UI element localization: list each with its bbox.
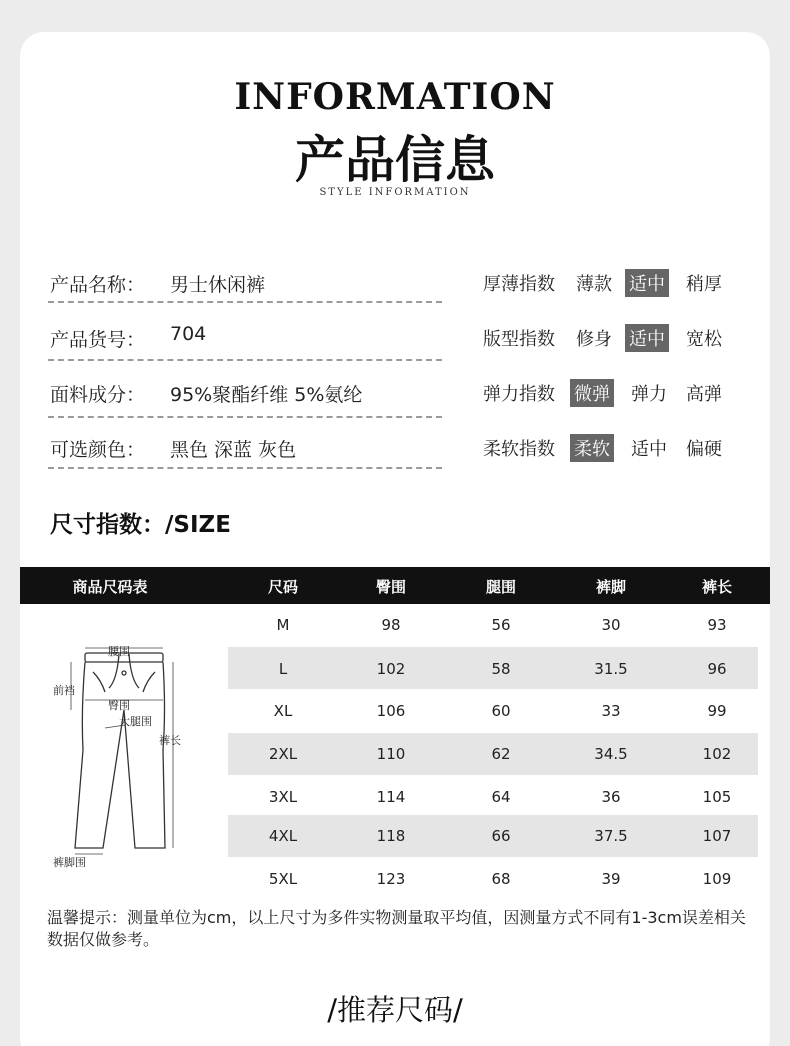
table-cell: 107 [702, 827, 732, 845]
thickness-index-label: 厚薄指数 [483, 274, 555, 295]
fit-index-label: 版型指数 [483, 329, 555, 350]
table-header-hip: 臀围 [375, 578, 406, 596]
table-cell: 99 [707, 702, 727, 720]
fit-option-selected: 适中 [625, 324, 669, 352]
table-cell: 96 [707, 660, 727, 678]
table-cell: 37.5 [594, 827, 628, 845]
elasticity-option: 高弹 [686, 384, 722, 405]
color-label: 可选颜色： [50, 439, 146, 461]
fit-option: 宽松 [686, 329, 722, 350]
measurement-note: 温馨提示：测量单位为cm，以上尺寸为多件实物测量取平均值，因测量方式不同有1-3cm误差相关数据仅做参考。 [47, 908, 746, 949]
table-cell: 68 [491, 870, 511, 888]
table-cell: 66 [491, 827, 511, 845]
thickness-option-selected: 适中 [625, 269, 669, 297]
product-code-label: 产品货号： [50, 329, 146, 351]
elasticity-index-label: 弹力指数 [483, 384, 555, 405]
thickness-option: 稍厚 [686, 274, 722, 295]
diagram-label-waist: 腰围 [108, 645, 130, 658]
diagram-label-front-rise: 前裆 [53, 684, 75, 697]
subtitle: STYLE INFORMATION [319, 187, 471, 198]
table-cell: 106 [376, 702, 406, 720]
diagram-label-length: 裤长 [159, 734, 181, 747]
table-cell: 33 [601, 702, 621, 720]
table-header-chart: 商品尺码表 [72, 578, 148, 596]
color-value: 黑色 深蓝 灰色 [170, 439, 297, 461]
fabric-value: 95%聚酯纤维 5%氨纶 [170, 384, 363, 406]
table-cell: 110 [376, 745, 406, 763]
table-cell-size: 4XL [268, 827, 298, 845]
table-header-thigh: 腿围 [485, 578, 516, 596]
softness-index-label: 柔软指数 [483, 439, 555, 460]
table-cell: 39 [601, 870, 621, 888]
table-cell: 64 [491, 788, 511, 806]
softness-option-selected: 柔软 [570, 434, 614, 462]
table-cell-size: 2XL [268, 745, 298, 763]
table-cell-size: L [278, 660, 288, 678]
table-cell: 93 [707, 616, 727, 634]
softness-option: 偏硬 [686, 439, 722, 460]
table-cell-size: 5XL [268, 870, 298, 888]
table-cell: 102 [376, 660, 406, 678]
size-section-title: 尺寸指数：/SIZE [50, 512, 231, 538]
table-cell: 58 [491, 660, 511, 678]
pants-diagram [45, 640, 220, 875]
elasticity-option: 弹力 [631, 384, 667, 405]
table-cell: 102 [702, 745, 732, 763]
table-header-size: 尺码 [267, 578, 298, 596]
table-header-hem: 裤脚 [595, 578, 626, 596]
fabric-label: 面料成分： [50, 384, 146, 406]
table-cell: 114 [376, 788, 406, 806]
table-cell-size: XL [273, 702, 293, 720]
title-en: INFORMATION [234, 76, 556, 118]
table-cell: 109 [702, 870, 732, 888]
table-cell: 105 [702, 788, 732, 806]
diagram-label-thigh: 大腿围 [119, 715, 152, 728]
product-code-value: 704 [170, 323, 207, 345]
divider [48, 416, 442, 418]
softness-option: 适中 [631, 439, 667, 460]
divider [48, 467, 442, 469]
product-name-value: 男士休闲裤 [170, 274, 266, 296]
table-header-length: 裤长 [701, 578, 732, 596]
table-cell: 62 [491, 745, 511, 763]
elasticity-option-selected: 微弹 [570, 379, 614, 407]
divider [48, 359, 442, 361]
table-cell: 123 [376, 870, 406, 888]
table-cell: 118 [376, 827, 406, 845]
table-cell: 98 [381, 616, 401, 634]
title-cn: 产品信息 [295, 130, 495, 189]
diagram-label-hip: 臀围 [108, 699, 130, 712]
fit-option: 修身 [576, 329, 612, 350]
table-cell-size: 3XL [268, 788, 298, 806]
table-cell: 34.5 [594, 745, 628, 763]
thickness-option: 薄款 [576, 274, 612, 295]
table-cell-size: M [276, 616, 290, 634]
table-cell: 60 [491, 702, 511, 720]
recommend-title: /推荐尺码/ [327, 993, 463, 1027]
table-cell: 30 [601, 616, 621, 634]
table-cell: 36 [601, 788, 621, 806]
divider [48, 301, 442, 303]
table-cell: 31.5 [594, 660, 628, 678]
table-cell: 56 [491, 616, 511, 634]
diagram-label-hem: 裤脚围 [53, 856, 86, 869]
product-name-label: 产品名称： [50, 274, 146, 296]
